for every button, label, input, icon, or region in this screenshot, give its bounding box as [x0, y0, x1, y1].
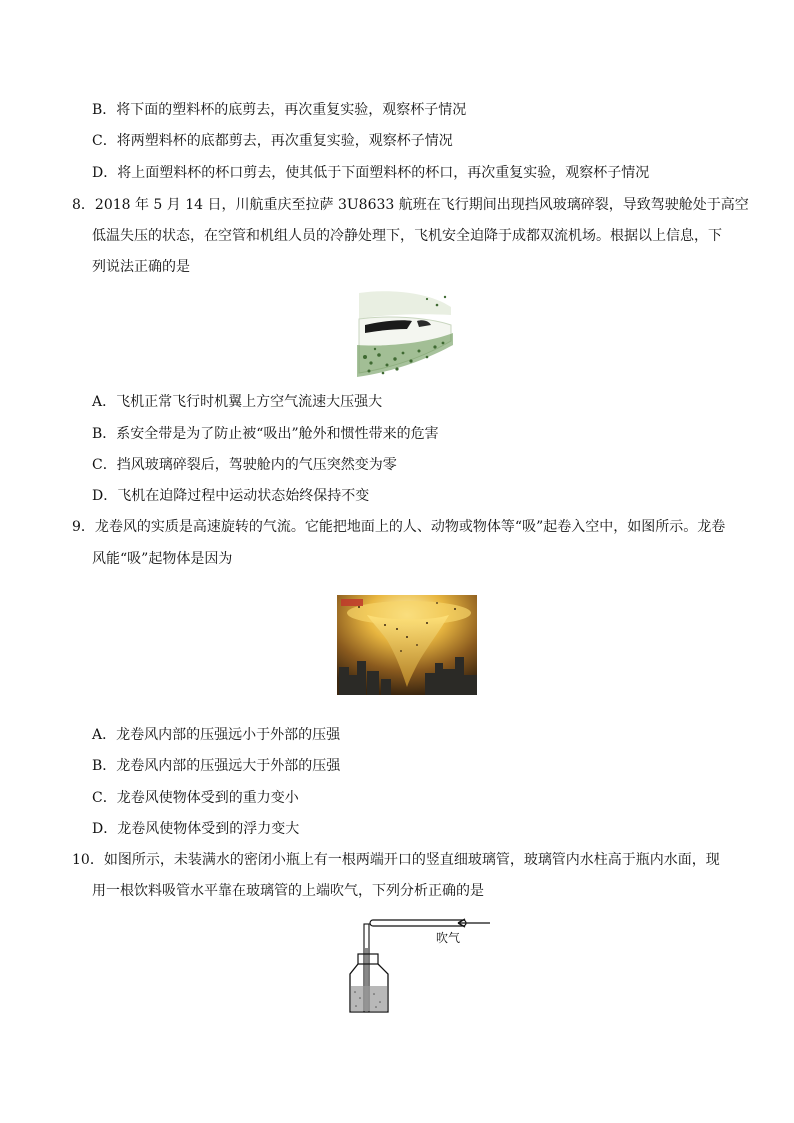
tornado-image — [337, 595, 477, 695]
q9-option-d: D．龙卷风使物体受到的浮力变大 — [92, 821, 300, 837]
q9-stem-line2: 风能“吸”起物体是因为 — [92, 551, 233, 567]
q9-option-c: C．龙卷风使物体受到的重力变小 — [92, 790, 299, 806]
q7-option-d: D．将上面塑料杯的杯口剪去，使其低于下面塑料杯的杯口，再次重复实验，观察杯子情况 — [92, 165, 650, 181]
blow-label: 吹气 — [436, 931, 461, 945]
q9-option-b: B．龙卷风内部的压强远大于外部的压强 — [92, 758, 341, 774]
airplane-cockpit-image — [357, 285, 453, 379]
q8-option-b: B．系安全带是为了防止被“吸出”舱外和惯性带来的危害 — [92, 426, 439, 442]
q7-option-c: C．将两塑料杯的底都剪去，再次重复实验，观察杯子情况 — [92, 133, 453, 149]
q9-option-a: A．龙卷风内部的压强远小于外部的压强 — [92, 727, 341, 743]
q10-stem-line1: 10．如图所示，未装满水的密闭小瓶上有一根两端开口的竖直细玻璃管，玻璃管内水柱高于瓶内水面，现 — [72, 852, 720, 868]
q8-stem-line3: 列说法正确的是 — [92, 259, 190, 275]
q8-stem-line2: 低温失压的状态，在空管和机组人员的冷静处理下，飞机安全迫降于成都双流机场。根据以上信息，下 — [92, 228, 722, 244]
straw — [370, 920, 466, 926]
q8-option-a: A．飞机正常飞行时机翼上方空气流速大压强大 — [92, 394, 383, 410]
q8-option-c: C．挡风玻璃碎裂后，驾驶舱内的气压突然变为零 — [92, 457, 397, 473]
q8-option-d: D．飞机在迫降过程中运动状态始终保持不变 — [92, 488, 370, 504]
q9-stem-line1: 9．龙卷风的实质是高速旋转的气流。它能把地面上的人、动物或物体等“吸”起卷入空中，如图所示。龙卷 — [72, 519, 726, 535]
bottle-straw-diagram — [340, 908, 500, 1018]
q10-stem-line2: 用一根饮料吸管水平靠在玻璃管的上端吹气，下列分析正确的是 — [92, 883, 484, 899]
q7-option-b: B．将下面的塑料杯的底剪去，再次重复实验，观察杯子情况 — [92, 102, 467, 118]
q8-stem-line1: 8．2018 年 5 月 14 日，川航重庆至拉萨 3U8633 航班在飞行期间出现挡风玻璃碎裂，导致驾驶舱处于高空 — [72, 197, 749, 213]
